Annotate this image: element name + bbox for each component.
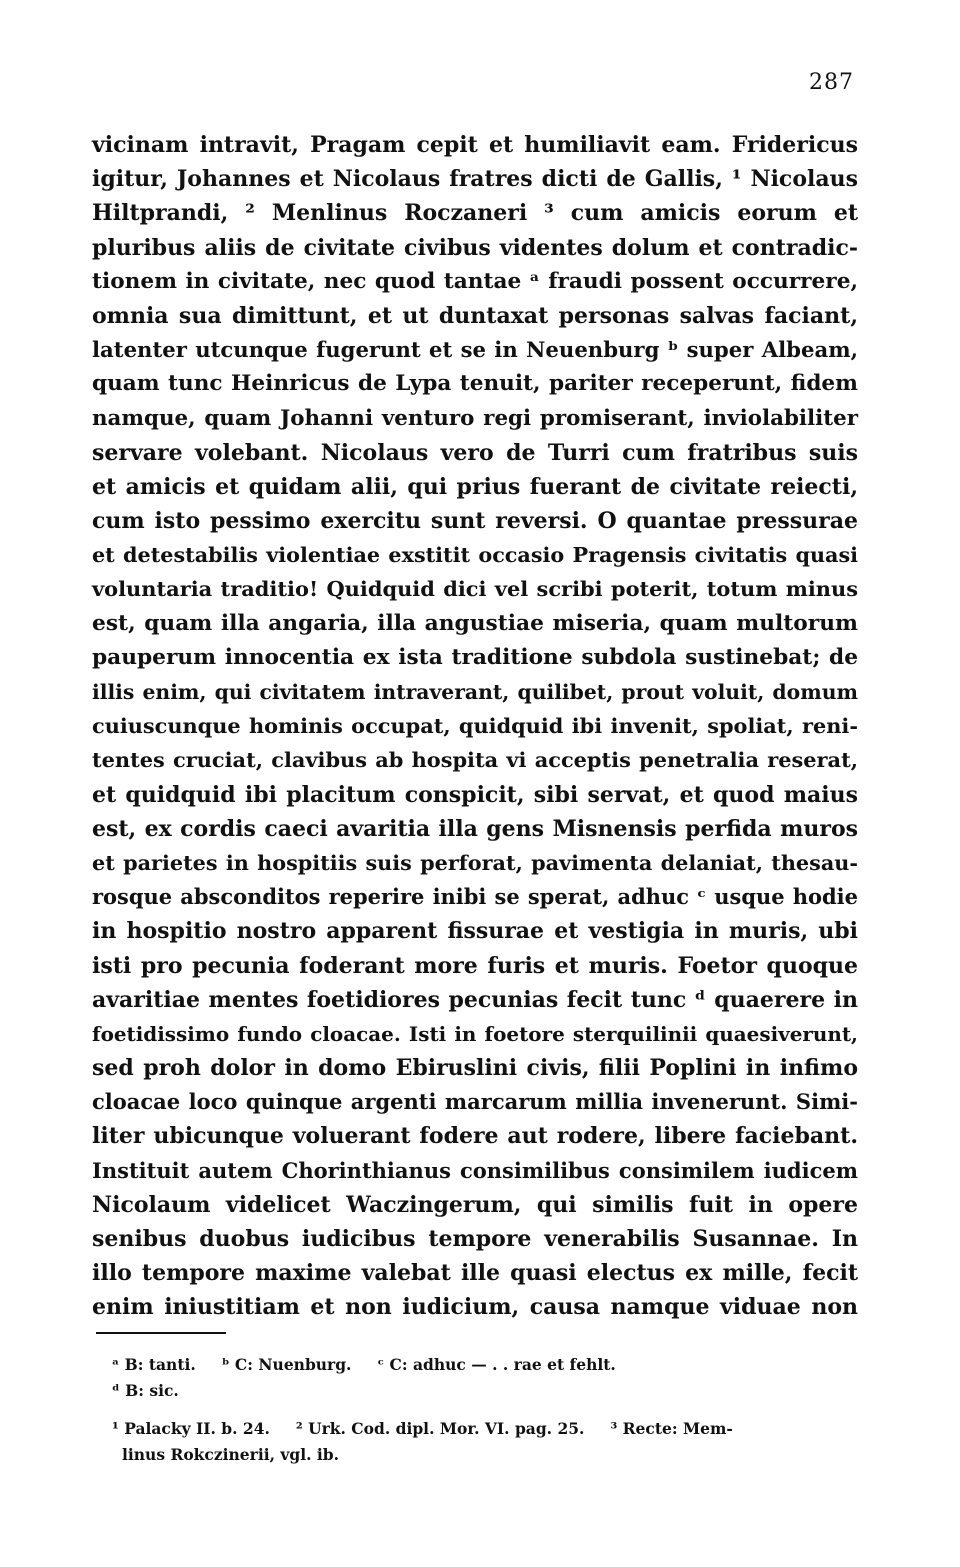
text-line: et detestabilis violentiae exstitit occasio Pragensis civitatis quasi xyxy=(92,543,858,568)
text-line: tionem in civitate, nec quod tantae ᵃ fraudi possent occurrere, xyxy=(92,268,858,294)
text-line: quam tunc Heinricus de Lypa tenuit, pariter receperunt, fidem xyxy=(92,371,858,397)
text-line: avaritiae mentes foetidiores pecunias fecit tunc ᵈ quaerere in xyxy=(92,986,858,1013)
source-note-1 xyxy=(112,1419,270,1438)
text-line: pluribus aliis de civitate civibus videntes dolum et contradic- xyxy=(92,234,858,261)
text-line: et amicis et quidam alii, qui prius fuerant de civitate reiecti, xyxy=(92,473,858,500)
text-line: omnia sua dimittunt, et ut duntaxat personas salvas faciant, xyxy=(92,302,858,329)
text-line: Hiltprandi, ² Menlinus Roczaneri ³ cum amicis eorum et xyxy=(92,200,858,227)
variant-note-c xyxy=(377,1355,615,1374)
note-mark: ᵇ xyxy=(221,1355,230,1374)
note-text: C: Nuenburg. xyxy=(234,1355,352,1374)
text-line: liter ubicunque voluerant fodere aut rodere, libere faciebant. xyxy=(92,1123,858,1150)
source-notes xyxy=(112,1416,858,1468)
note-text: C: adhuc — . . rae et fehlt. xyxy=(389,1355,616,1374)
note-mark: ³ xyxy=(610,1419,618,1438)
variant-note-b xyxy=(222,1355,352,1374)
text-line: isti pro pecunia foderant more furis et muris. Foetor quoque xyxy=(92,952,858,979)
source-note-line xyxy=(112,1442,858,1468)
text-line: tentes cruciat, clavibus ab hospita vi acceptis penetralia reserat, xyxy=(92,747,858,773)
source-note-2 xyxy=(296,1419,585,1438)
note-mark: ᶜ xyxy=(377,1355,385,1374)
text-line: foetidissimo fundo cloacae. Isti in foetore sterquilinii quaesiverunt, xyxy=(92,1021,858,1046)
text-line: cuiuscunque hominis occupat, quidquid ibi invenit, spoliat, reni- xyxy=(92,713,858,739)
variant-notes xyxy=(112,1352,858,1404)
text-line: Nicolaum videlicet Waczingerum, qui similis fuit in opere xyxy=(92,1191,858,1218)
note-mark: ¹ xyxy=(112,1419,119,1438)
text-line: illo tempore maxime valebat ille quasi electus ex mille, fecit xyxy=(92,1260,858,1287)
text-line: pauperum innocentia ex ista traditione subdola sustinebat; de xyxy=(92,644,858,670)
variant-note-d xyxy=(112,1381,179,1400)
text-line: et quidquid ibi placitum conspicit, sibi servat, et quod maius xyxy=(92,781,858,808)
text-line: est, ex cordis caeci avaritia illa gens Misnensis perfida muros xyxy=(92,815,858,842)
note-text: Recte: Mem- xyxy=(622,1419,733,1438)
text-line: illis enim, qui civitatem intraverant, quilibet, prout voluit, domum xyxy=(92,680,858,704)
text-line: et parietes in hospitiis suis perforat, pavimenta delaniat, thesau- xyxy=(92,849,858,875)
main-text-block xyxy=(92,128,858,1325)
text-line: latenter utcunque fugerunt et se in Neuenburg ᵇ super Albeam, xyxy=(92,337,858,363)
note-text: linus Rokczinerii, vgl. ib. xyxy=(122,1445,340,1464)
text-line: est, quam illa angaria, illa angustiae miseria, quam multorum xyxy=(92,610,858,636)
text-line: namque, quam Johanni venturo regi promiserant, inviolabiliter xyxy=(92,405,858,431)
text-line: rosque absconditos reperire inibi se sperat, adhuc ᶜ usque hodie xyxy=(92,884,858,910)
variant-note-line xyxy=(112,1378,858,1404)
source-note-3 xyxy=(610,1419,732,1438)
text-line: igitur, Johannes et Nicolaus fratres dicti de Gallis, ¹ Nicolaus xyxy=(92,166,858,193)
variant-note-a xyxy=(112,1355,196,1374)
source-note-line xyxy=(112,1416,858,1442)
text-line: vicinam intravit, Pragam cepit et humiliavit eam. Fridericus xyxy=(92,132,858,158)
note-mark: ² xyxy=(295,1419,303,1438)
page-number: 287 xyxy=(809,70,854,95)
footnote-separator xyxy=(96,1332,226,1334)
text-line: servare volebant. Nicolaus vero de Turri cum fratribus suis xyxy=(92,439,858,466)
text-line: in hospitio nostro apparent fissurae et vestigia in muris, ubi xyxy=(92,918,858,945)
variant-note-line xyxy=(112,1352,858,1378)
note-text: B: sic. xyxy=(125,1381,179,1400)
note-text: Palacky II. b. 24. xyxy=(124,1419,270,1438)
note-mark: ᵃ xyxy=(112,1355,120,1374)
text-line: cum isto pessimo exercitu sunt reversi. O quantae pressurae xyxy=(92,508,858,535)
note-text: Urk. Cod. dipl. Mor. VI. pag. 25. xyxy=(308,1419,585,1438)
text-line: voluntaria traditio! Quidquid dici vel scribi poterit, totum minus xyxy=(92,576,858,602)
text-line: sed proh dolor in domo Ebiruslini civis, filii Poplini in infimo xyxy=(92,1055,858,1082)
text-line: enim iniustitiam et non iudicium, causa namque viduae non xyxy=(92,1294,858,1321)
text-line: cloacae loco quinque argenti marcarum millia invenerunt. Simi- xyxy=(92,1089,858,1115)
note-mark: ᵈ xyxy=(112,1381,120,1400)
text-line: Instituit autem Chorinthianus consimilibus consimilem iudicem xyxy=(92,1157,858,1183)
note-text: B: tanti. xyxy=(124,1355,196,1374)
text-line: senibus duobus iudicibus tempore venerabilis Susannae. In xyxy=(92,1226,858,1252)
